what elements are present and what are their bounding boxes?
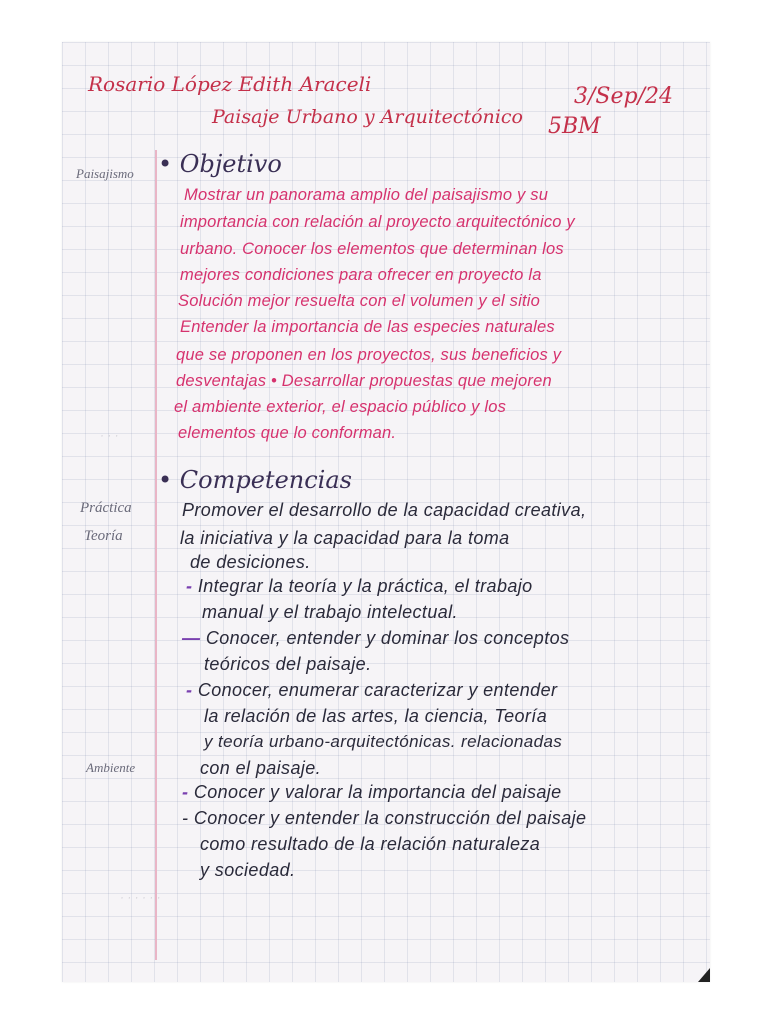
- section-title-objetivo: • Objetivo: [158, 150, 282, 178]
- objetivo-line: que se proponen en los proyectos, sus beneficios y: [176, 346, 562, 364]
- competencias-intro-line: Promover el desarrollo de la capacidad creativa,: [182, 500, 587, 520]
- date: 3/Sep/24: [574, 84, 673, 109]
- page-corner: [698, 968, 710, 982]
- competencia-item: [182, 628, 569, 649]
- student-name: Rosario López Edith Araceli: [88, 72, 372, 96]
- competencia-item-line: manual y el trabajo intelectual.: [202, 602, 458, 622]
- item-dash: —: [182, 628, 201, 648]
- section-title-competencias: • Competencias: [158, 466, 352, 494]
- competencia-item-line: teóricos del paisaje.: [204, 654, 372, 674]
- margin-note-practica: Práctica: [80, 500, 132, 516]
- competencias-intro-line: de desiciones.: [190, 552, 311, 572]
- margin-note-ambiente: Ambiente: [86, 760, 136, 775]
- bleed-through-mark: · · · · · ·: [120, 890, 161, 904]
- subject-title: Paisaje Urbano y Arquitectónico: [212, 106, 523, 128]
- competencia-item-line: como resultado de la relación naturaleza: [200, 834, 541, 854]
- objetivo-line: desventajas • Desarrollar propuestas que mejoren: [176, 372, 552, 390]
- group-code: 5BM: [548, 114, 601, 139]
- competencia-item-line: y sociedad.: [200, 860, 296, 880]
- item-text: Conocer y valorar la importancia del paisaje: [193, 782, 562, 802]
- objetivo-line: elementos que lo conforman.: [178, 424, 397, 442]
- competencias-intro-line: la iniciativa y la capacidad para la toma: [180, 528, 510, 548]
- competencia-item-line: la relación de las artes, la ciencia, Teoría: [204, 706, 548, 726]
- objetivo-line: el ambiente exterior, el espacio público y los: [174, 398, 507, 416]
- competencia-item: [186, 680, 557, 701]
- bleed-through-mark: · · ·: [100, 428, 119, 442]
- competencia-item: [182, 808, 586, 829]
- item-dash: -: [186, 576, 193, 596]
- item-text: Conocer y entender la construcción del paisaje: [193, 808, 587, 828]
- objetivo-line: urbano. Conocer los elementos que determinan los: [180, 240, 564, 258]
- item-text: Integrar la teoría y la práctica, el trabajo: [197, 576, 533, 596]
- competencia-item: [182, 782, 562, 803]
- item-dash: -: [182, 808, 189, 828]
- item-text: Conocer, enumerar caracterizar y entender: [197, 680, 558, 700]
- margin-note-paisajismo: Paisajismo: [76, 166, 134, 181]
- margin-line: [155, 150, 157, 960]
- objetivo-line: importancia con relación al proyecto arquitectónico y: [180, 213, 575, 231]
- competencia-item-line: con el paisaje.: [200, 758, 322, 778]
- objetivo-line: mejores condiciones para ofrecer en proyecto la: [180, 266, 542, 284]
- competencia-item-line: y teoría urbano-arquitectónicas. relacionadas: [204, 732, 563, 751]
- objetivo-line: Entender la importancia de las especies naturales: [180, 318, 555, 336]
- competencia-item: [186, 576, 533, 597]
- objetivo-line: Mostrar un panorama amplio del paisajismo y su: [184, 186, 549, 204]
- objetivo-line: Solución mejor resuelta con el volumen y el sitio: [178, 292, 540, 310]
- item-text: Conocer, entender y dominar los conceptos: [205, 628, 570, 648]
- item-dash: -: [186, 680, 193, 700]
- item-dash: -: [182, 782, 189, 802]
- margin-note-teoria: Teoría: [84, 528, 123, 544]
